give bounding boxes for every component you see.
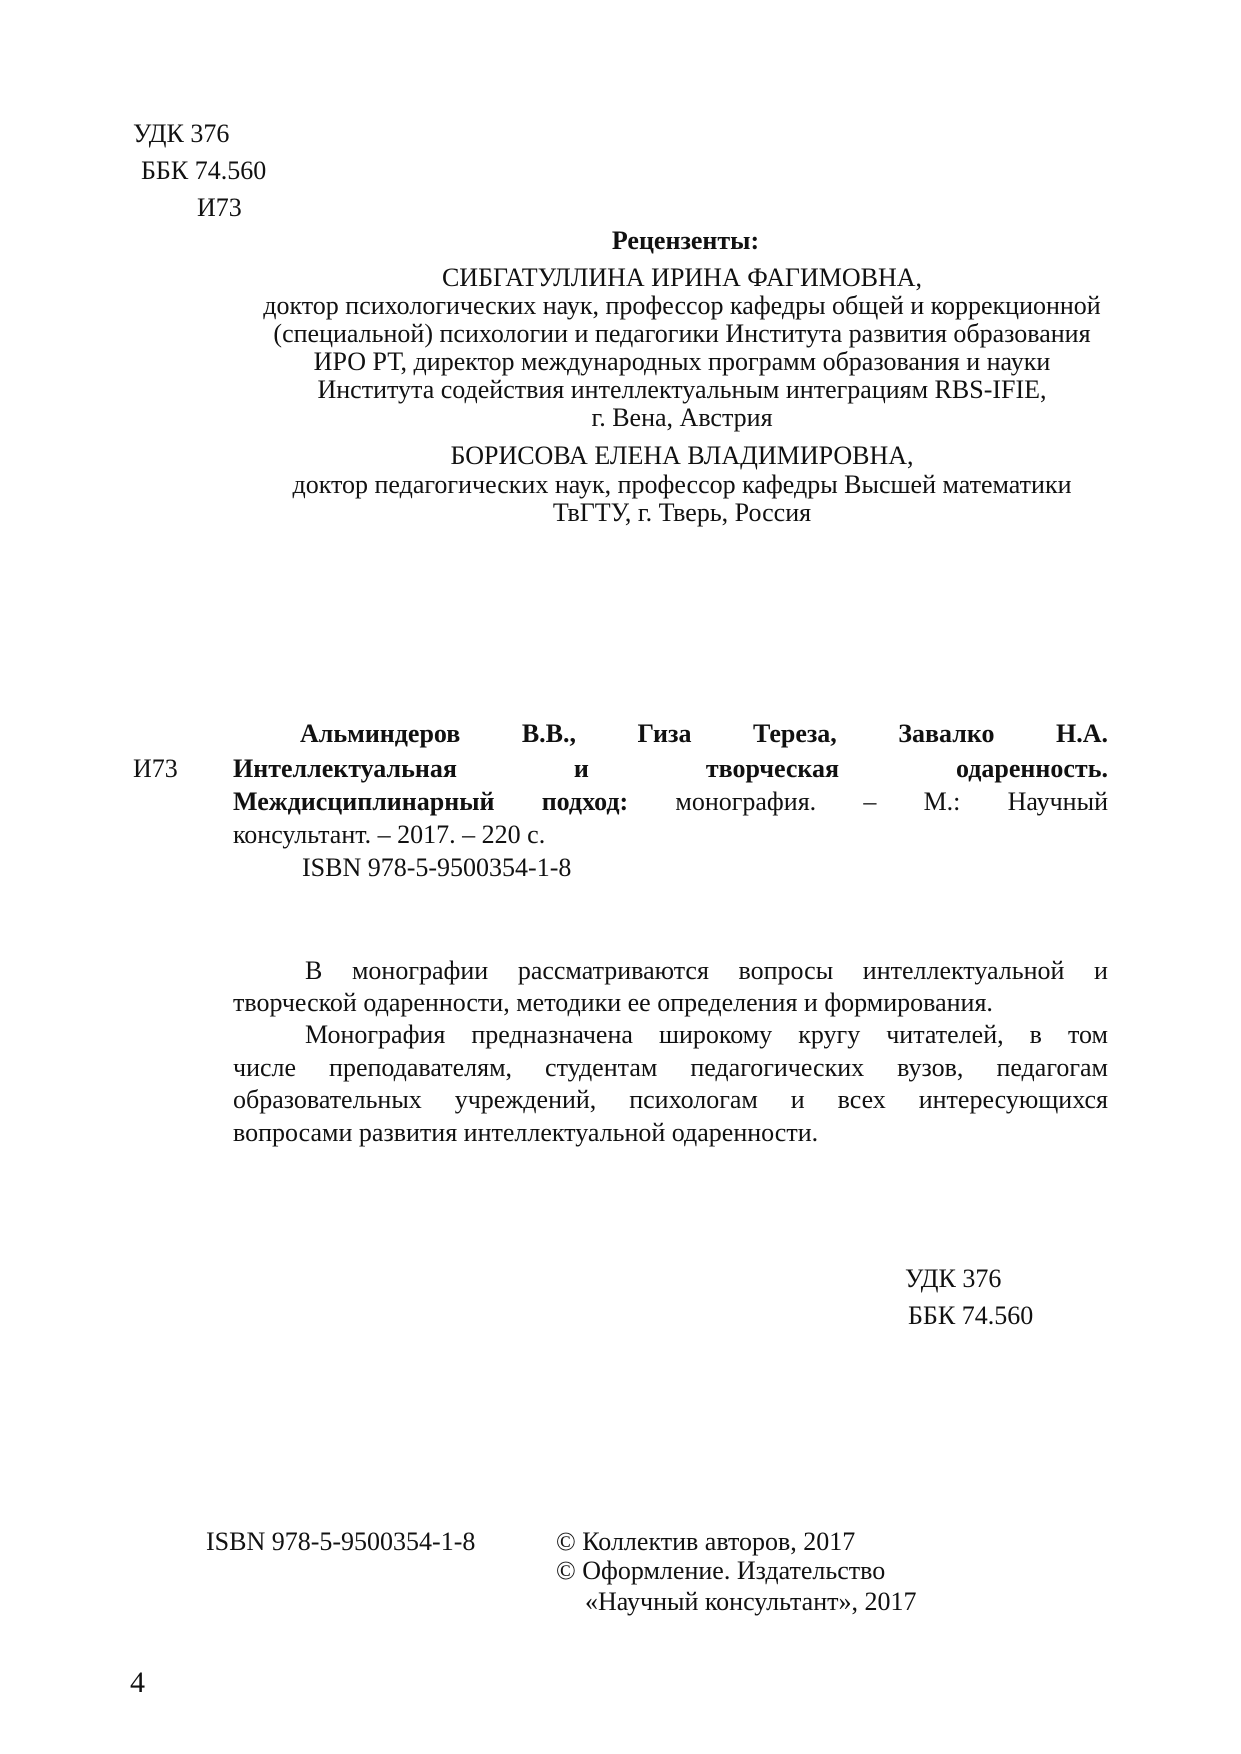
biblio-authors: [300, 718, 1108, 749]
biblio-isbn: ISBN 978-5-9500354-1-8: [302, 853, 572, 882]
annotation-word: интеллектуальной: [862, 956, 1065, 985]
author-word: Альминдеров: [300, 719, 461, 748]
author-word: Н.А.: [1056, 719, 1108, 748]
annotation-word: в: [1029, 1020, 1042, 1049]
biblio-author-mark: И73: [133, 754, 178, 783]
title-word: Интеллектуальная: [233, 754, 457, 783]
annotation-word: и: [1094, 956, 1108, 985]
reviewers-heading: Рецензенты:: [611, 226, 760, 255]
annotation-word: монографии: [351, 956, 489, 985]
annotation-word: образовательных: [233, 1085, 422, 1114]
annotation-word: всех: [837, 1085, 886, 1114]
title-word: одаренность.: [956, 754, 1108, 783]
annotation-word: и: [790, 1085, 805, 1114]
udk-code: УДК 376: [133, 119, 230, 148]
annotation-line: вопросами развития интеллектуальной одаренности.: [233, 1118, 819, 1147]
reviewer-1-title: ИРО РТ, директор международных программ образования и науки: [313, 347, 1051, 376]
reviewer-1-name: СИБГАТУЛЛИНА ИРИНА ФАГИМОВНА,: [441, 263, 923, 292]
annotation-word: Монография: [305, 1020, 446, 1049]
subtitle-word: Междисциплинарный: [233, 787, 495, 816]
bbk-code: ББК 74.560: [141, 156, 267, 185]
annotation-word: педагогических: [690, 1053, 865, 1082]
copyright-publisher: «Научный консультант», 2017: [585, 1587, 917, 1616]
annotation-word: студентам: [545, 1053, 658, 1082]
biblio-title: [233, 753, 1108, 784]
annotation-word: читателей,: [886, 1020, 1004, 1049]
annotation-word: том: [1067, 1020, 1108, 1049]
author-word: В.В.,: [521, 719, 577, 748]
annotation-line: [233, 1084, 1108, 1115]
page-number: 4: [130, 1666, 145, 1699]
biblio-subtitle-line: [233, 786, 1108, 817]
biblio-word: монография.: [675, 787, 817, 816]
title-word: творческая: [705, 754, 840, 783]
annotation-word: психологам: [629, 1085, 758, 1114]
udk-code-bottom: УДК 376: [905, 1264, 1002, 1293]
annotation-word: рассматриваются: [517, 956, 709, 985]
annotation-line: творческой одаренности, методики ее определения и формирования.: [233, 988, 993, 1017]
author-word: Тереза,: [752, 719, 837, 748]
annotation-line: [233, 1052, 1108, 1083]
copyright-authors: © Коллектив авторов, 2017: [556, 1527, 856, 1556]
annotation-word: предназначена: [471, 1020, 633, 1049]
annotation-word: числе: [233, 1053, 297, 1082]
annotation-word: преподавателям,: [329, 1053, 513, 1082]
copyright-design: © Оформление. Издательство: [556, 1556, 886, 1585]
biblio-word: Научный: [1007, 787, 1108, 816]
annotation-word: интересующихся: [918, 1085, 1108, 1114]
annotation-word: широкому: [658, 1020, 773, 1049]
biblio-word: –: [863, 787, 877, 816]
isbn-number: ISBN 978-5-9500354-1-8: [206, 1527, 476, 1556]
subtitle-word: подход:: [541, 787, 629, 816]
reviewer-2-name: БОРИСОВА ЕЛЕНА ВЛАДИМИРОВНА,: [450, 441, 914, 470]
annotation-word: учреждений,: [454, 1085, 597, 1114]
reviewer-1-location: г. Вена, Австрия: [591, 403, 773, 432]
reviewer-2-title: доктор педагогических наук, профессор кафедры Высшей математики: [292, 470, 1072, 499]
author-word: Завалко: [898, 719, 995, 748]
annotation-word: В: [305, 956, 323, 985]
annotation-word: вопросы: [738, 956, 834, 985]
annotation-line: [305, 955, 1108, 986]
bbk-code-bottom: ББК 74.560: [908, 1301, 1034, 1330]
reviewer-1-title: доктор психологических наук, профессор кафедры общей и коррекционной: [263, 291, 1101, 320]
title-word: и: [573, 754, 589, 783]
biblio-word: М.:: [923, 787, 961, 816]
biblio-publisher-line: консультант. – 2017. – 220 с.: [233, 820, 546, 849]
reviewer-2-location: ТвГТУ, г. Тверь, Россия: [552, 498, 812, 527]
annotation-word: кругу: [798, 1020, 861, 1049]
reviewer-1-title: Института содействия интеллектуальным интеграциям RBS-IFIE,: [317, 375, 1047, 404]
annotation-line: [305, 1019, 1108, 1050]
annotation-word: вузов,: [897, 1053, 964, 1082]
author-mark: И73: [197, 193, 242, 222]
annotation-word: педагогам: [996, 1053, 1108, 1082]
author-word: Гиза: [637, 719, 692, 748]
reviewer-1-title: (специальной) психологии и педагогики Института развития образования: [273, 319, 1091, 348]
